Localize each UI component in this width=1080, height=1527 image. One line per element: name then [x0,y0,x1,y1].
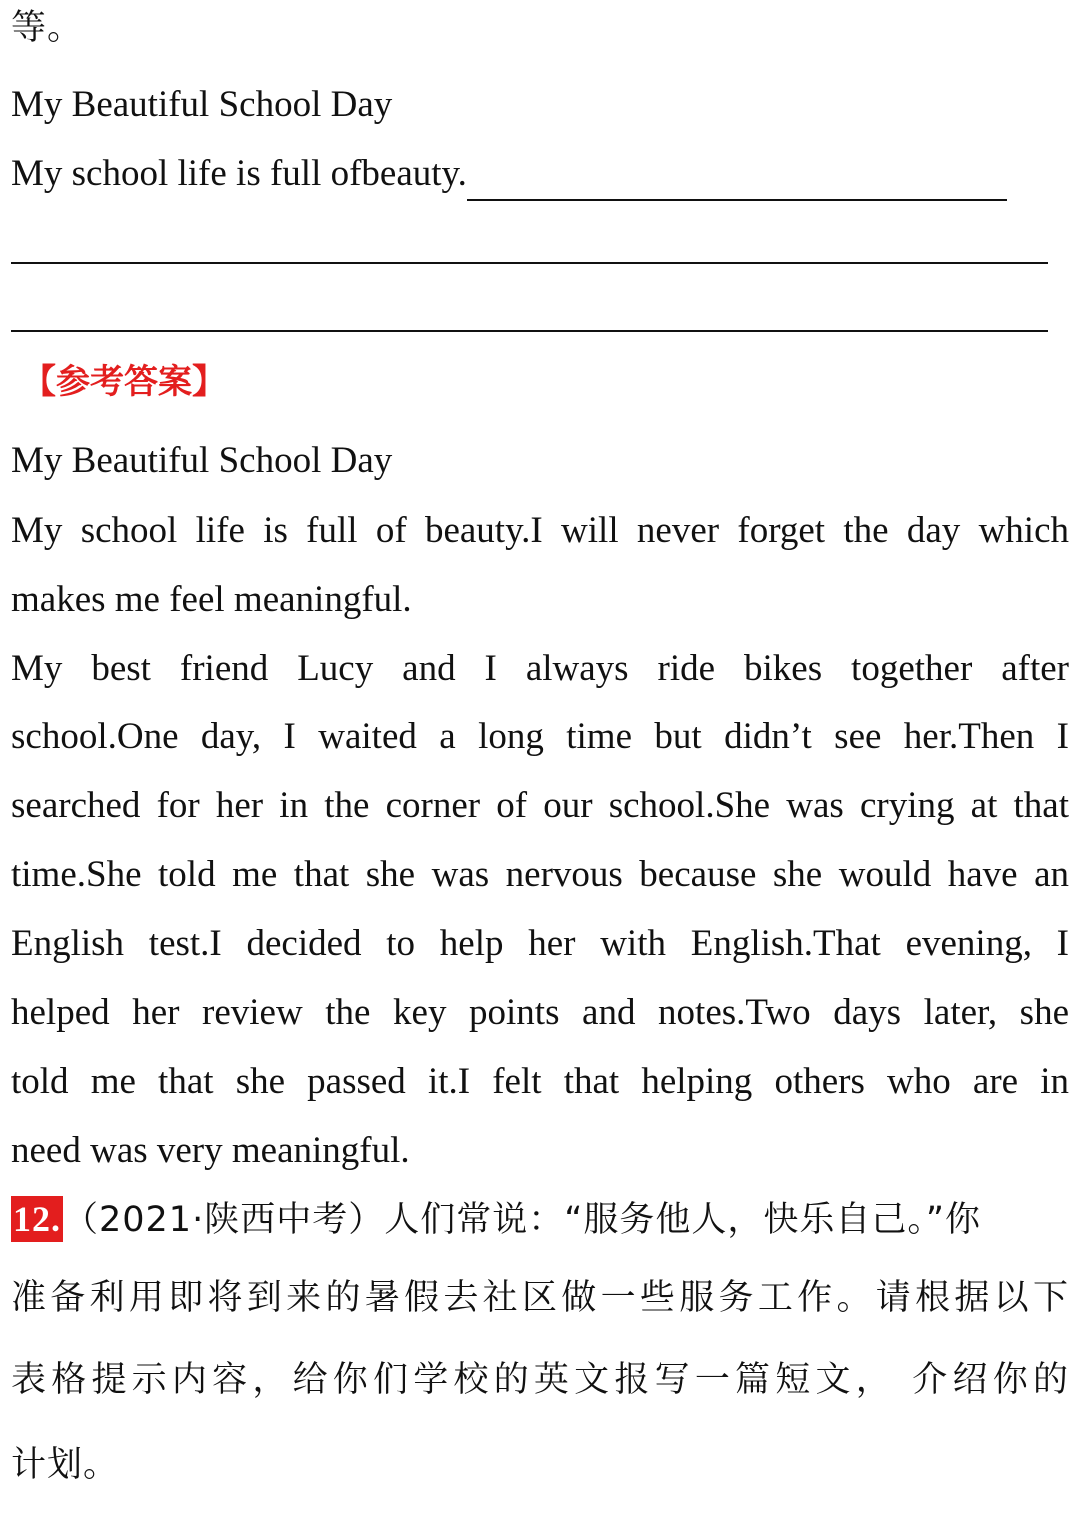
essay-title-prompt: My Beautiful School Day [11,84,393,125]
answer-line: My best friend Lucy and I always ride bikes together after [11,648,1069,689]
previous-text-tail: 等。 [11,8,84,48]
answer-line: told me that she passed it.I felt that helping others who are in [11,1061,1069,1102]
reference-answer-heading: 【参考答案】 [22,362,226,402]
question-12-line-3: 表格提示内容，给你们学校的英文报写一篇短文， 介绍你的 [11,1360,1069,1400]
answer-line: makes me feel meaningful. [11,579,412,620]
answer-line: school.One day, I waited a long time but didn’t see her.Then I [11,716,1069,757]
essay-start-line [11,149,1007,201]
answer-line: English test.I decided to help her with English.That evening, I [11,923,1069,964]
answer-line-1 [11,262,1048,264]
question-12-line-2: 准备利用即将到来的暑假去社区做一些服务工作。请根据以下 [11,1278,1069,1318]
answer-blank [467,149,1007,201]
answer-line: time.She told me that she was nervous because she would have an [11,854,1069,895]
answer-line: need was very meaningful. [11,1130,410,1171]
essay-start-text: My school life is full ofbeauty. [11,153,467,194]
question-number-badge: 12. [11,1196,63,1242]
answer-line: helped her review the key points and notes.Two days later, she [11,992,1069,1033]
answer-line: My school life is full of beauty.I will never forget the day which [11,510,1069,551]
answer-title: My Beautiful School Day [11,440,393,481]
answer-line-2 [11,330,1048,332]
question-12-line-4: 计划。 [11,1445,120,1485]
question-12-text-1: （2021·陕西中考）人们常说：“服务他人，快乐自己。”你 [63,1200,981,1240]
answer-line: searched for her in the corner of our school.She was crying at that [11,785,1069,826]
question-12-line-1 [11,1195,1069,1245]
